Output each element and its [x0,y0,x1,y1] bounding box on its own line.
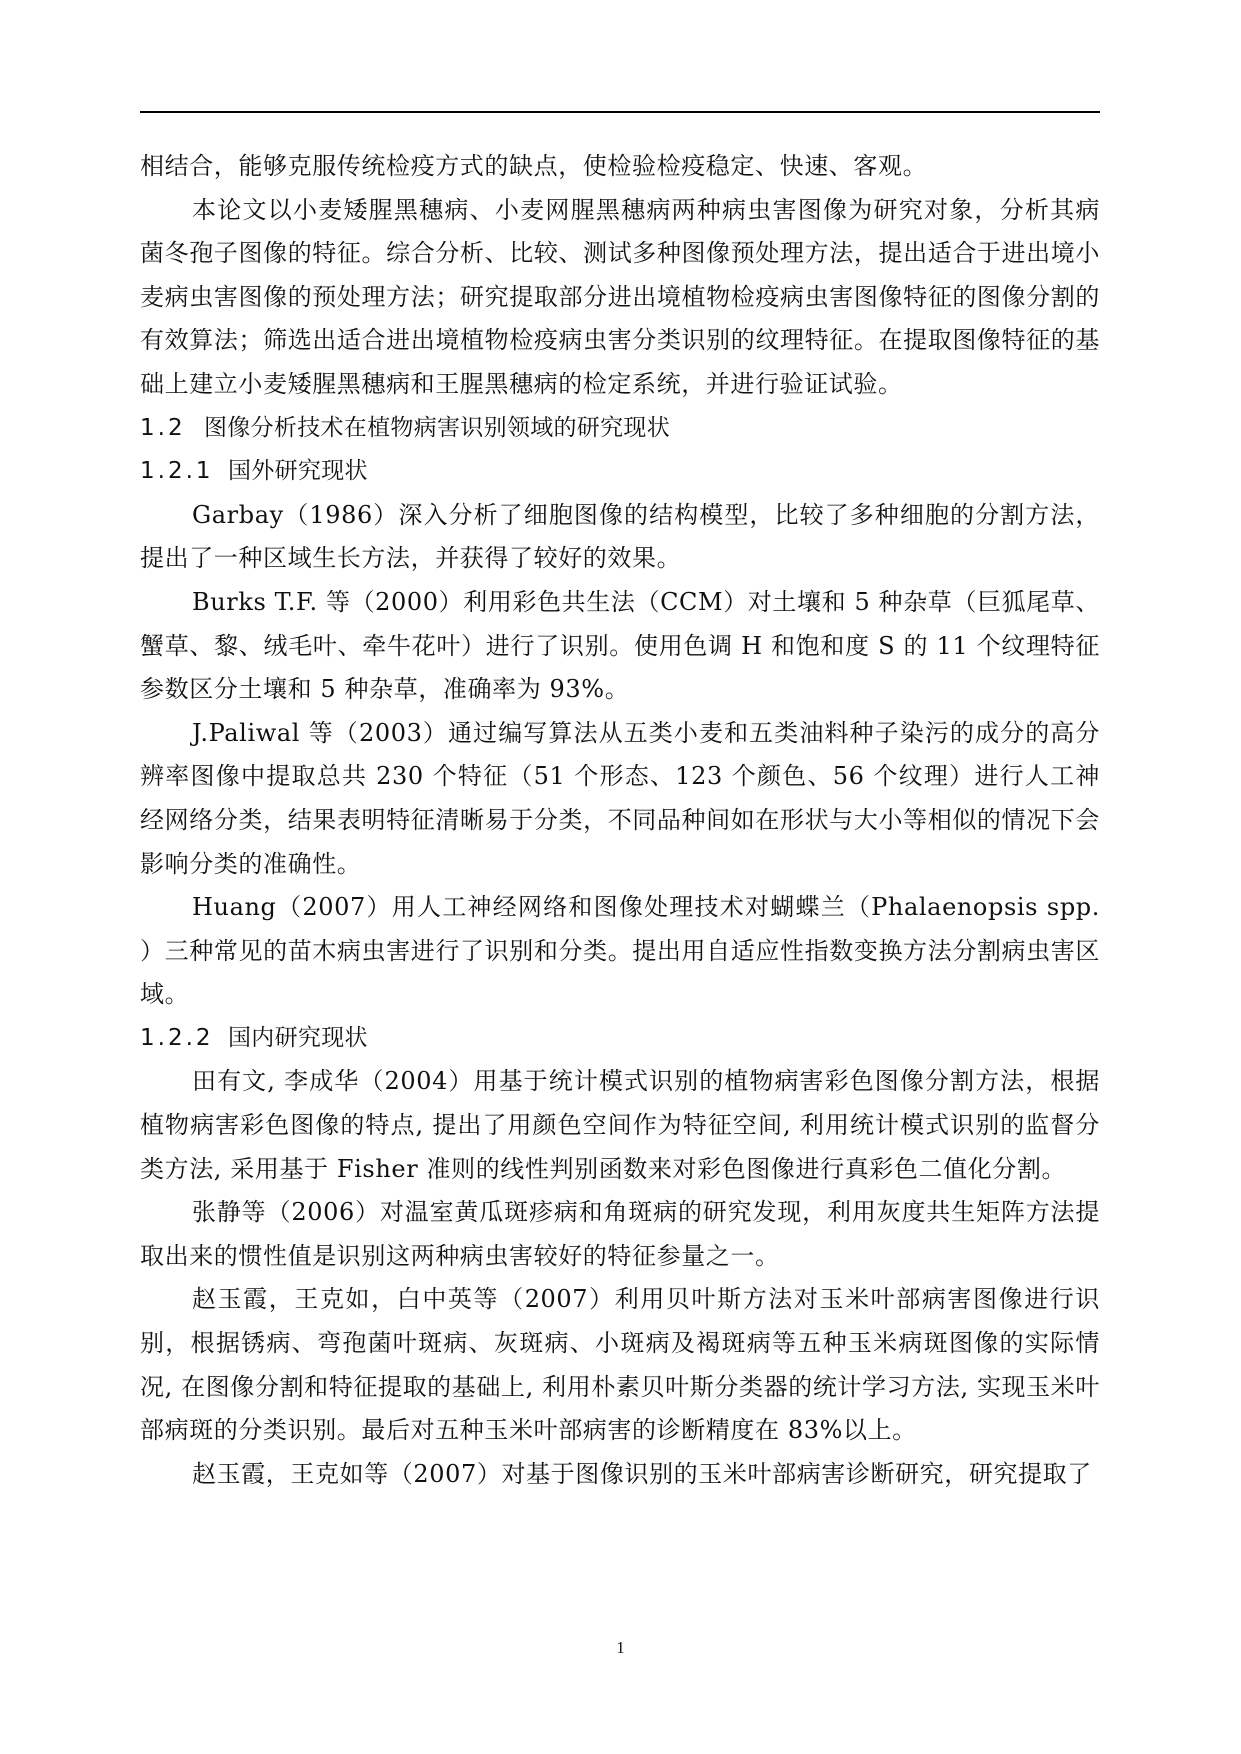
paragraph-continuation: 相结合，能够克服传统检疫方式的缺点，使检验检疫稳定、快速、客观。 [140,152,928,180]
section-title: 国外研究现状 [228,458,368,485]
page-body [140,145,1100,1496]
section-number: 1.2.2 [140,1024,214,1051]
header-rule [140,111,1100,113]
section-heading-1-2-2 [140,1017,1100,1061]
section-heading-1-2-1 [140,450,1100,494]
section-number: 1.2.1 [140,458,214,485]
paragraph-zhang: 张静等（2006）对温室黄瓜斑疹病和角斑病的研究发现，利用灰度共生矩阵方法提取出来的惯性值是识别这两种病虫害较好的特征参量之一。 [140,1198,1100,1270]
paragraph-tian: 田有文, 李成华（2004）用基于统计模式识别的植物病害彩色图像分割方法，根据植物病害彩色图像的特点, 提出了用颜色空间作为特征空间, 利用统计模式识别的监督分类方法, 采用基于 Fisher 准则的线性判别函数来对彩色图像进行真彩色二值化分割。 [140,1067,1100,1183]
section-title: 图像分析技术在植物病害识别领域的研究现状 [204,414,670,441]
paragraph-zhao-1: 赵玉霞，王克如，白中英等（2007）利用贝叶斯方法对玉米叶部病害图像进行识别，根据锈病、弯孢菌叶斑病、灰斑病、小斑病及褐斑病等五种玉米病斑图像的实际情况, 在图像分割和特征提取的基础上, 利用朴素贝叶斯分类器的统计学习方法, 实现玉米叶部病斑的分类识别。最后对五种玉米叶部病害的诊断精度在 83%以上。 [140,1285,1100,1445]
section-number: 1.2 [140,414,186,441]
paragraph-huang: Huang（2007）用人工神经网络和图像处理技术对蝴蝶兰（Phalaenopsis spp. ）三种常见的苗木病虫害进行了识别和分类。提出用自适应性指数变换方法分割病虫害区域。 [140,893,1100,1009]
paragraph-research-aim: 本论文以小麦矮腥黑穗病、小麦网腥黑穗病两种病虫害图像为研究对象，分析其病菌冬孢子图像的特征。综合分析、比较、测试多种图像预处理方法，提出适合于进出境小麦病虫害图像的预处理方法；研究提取部分进出境植物检疫病虫害图像特征的图像分割的有效算法；筛选出适合进出境植物检疫病虫害分类识别的纹理特征。在提取图像特征的基础上建立小麦矮腥黑穗病和王腥黑穗病的检定系统，并进行验证试验。 [140,195,1100,398]
page-number: 1 [616,1638,625,1657]
section-heading-1-2 [140,407,1100,451]
paragraph-zhao-2: 赵玉霞，王克如等（2007）对基于图像识别的玉米叶部病害诊断研究，研究提取了 [192,1459,1092,1488]
section-title: 国内研究现状 [228,1024,368,1051]
paragraph-paliwal: J.Paliwal 等（2003）通过编写算法从五类小麦和五类油料种子染污的成分的高分辨率图像中提取总共 230 个特征（51 个形态、123 个颜色、56 个纹理）进行人工神经网络分类，结果表明特征清晰易于分类，不同品种间如在形状与大小等相似的情况下会影响分类的准确性。 [140,718,1100,878]
paragraph-garbay: Garbay（1986）深入分析了细胞图像的结构模型，比较了多种细胞的分割方法，提出了一种区域生长方法，并获得了较好的效果。 [140,500,1100,573]
paragraph-burks: Burks T.F. 等（2000）利用彩色共生法（CCM）对土壤和 5 种杂草（巨狐尾草、蟹草、黎、绒毛叶、牵牛花叶）进行了识别。使用色调 H 和饱和度 S 的 11 个纹理特征参数区分土壤和 5 种杂草，准确率为 93%。 [140,587,1100,704]
